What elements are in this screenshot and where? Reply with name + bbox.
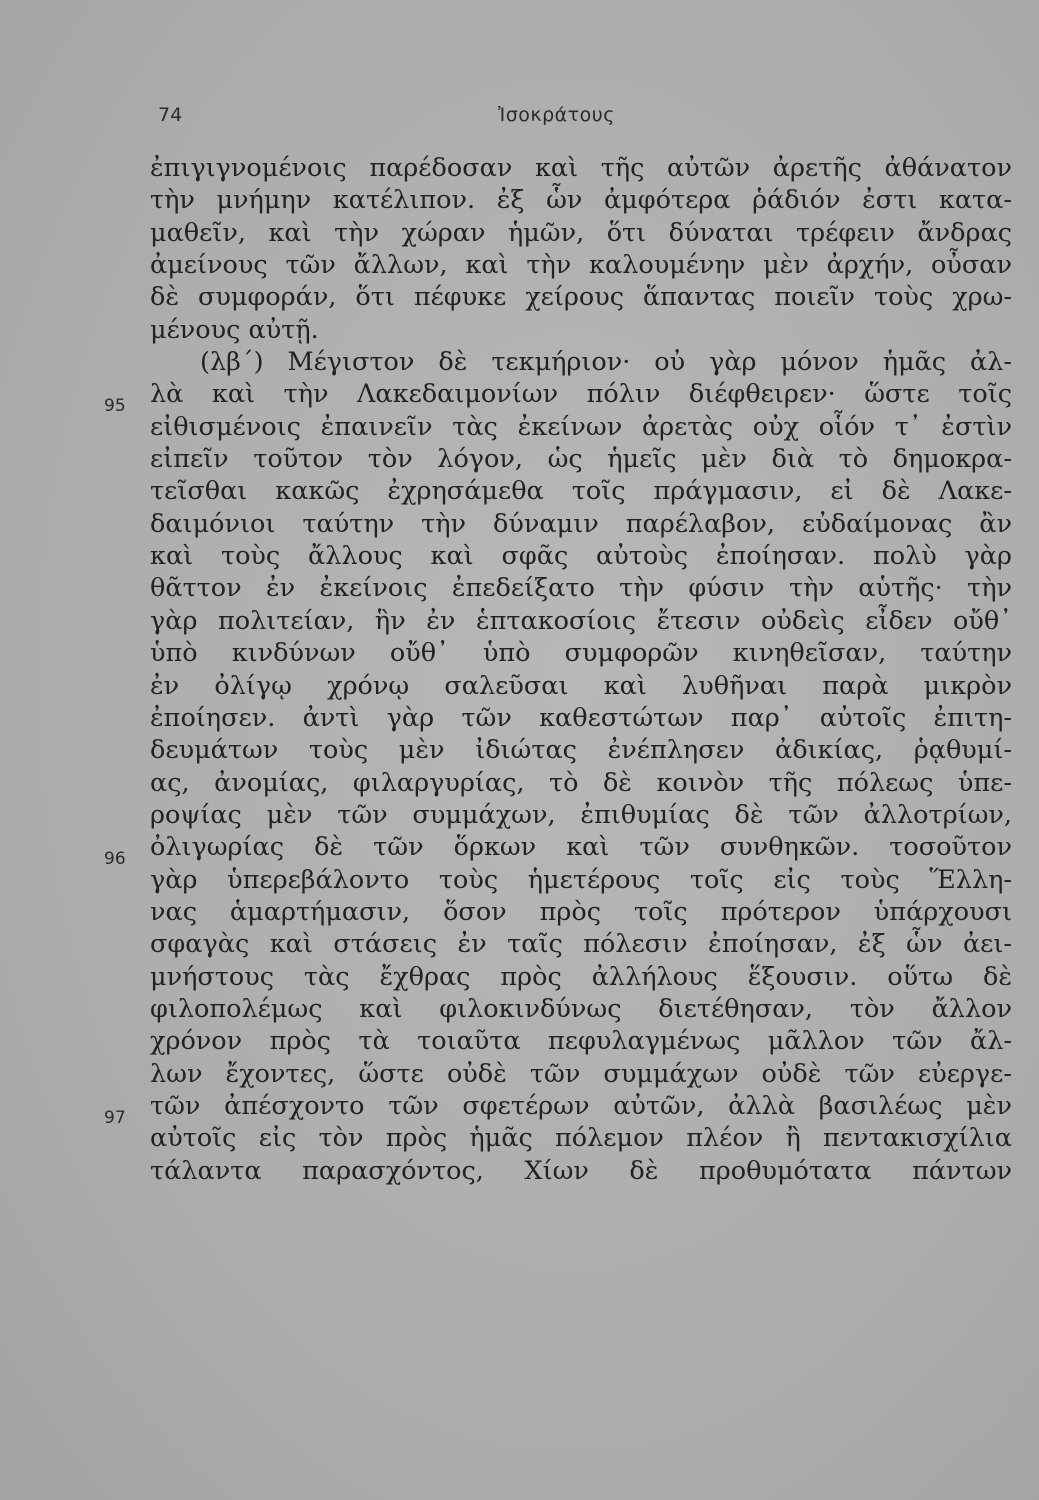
text-line: τεῖσθαι κακῶς ἐχρησάμεθα τοῖς πράγμασιν, εἰ δὲ Λακε- [150,476,1012,507]
running-head: Ἰσοκράτους [498,104,615,126]
text-line: λων ἔχοντες, ὥστε οὐδὲ τῶν συμμάχων οὐδὲ τῶν εὐεργε- [150,1058,1012,1089]
text-line: εἰπεῖν τοῦτον τὸν λόγον, ὡς ἡμεῖς μὲν διὰ τὸ δημοκρα- [150,444,1012,475]
text-line: (λβ΄) Μέγιστον δὲ τεκμήριον· οὐ γὰρ μόνον ἡμᾶς ἀλ- [200,347,1012,378]
text-line: ροψίας μὲν τῶν συμμάχων, ἐπιθυμίας δὲ τῶν ἀλλοτρίων, [150,799,1012,830]
text-line: τάλαντα παρασχόντος, Χίων δὲ προθυμότατα πάντων [150,1155,1012,1186]
text-line: γὰρ πολιτείαν, ἣν ἐν ἑπτακοσίοις ἔτεσιν οὐδεὶς εἶδεν οὔθ᾽ [150,605,1012,636]
text-line: ὀλιγωρίας δὲ τῶν ὅρκων καὶ τῶν συνθηκῶν. τοσοῦτον [150,832,1012,863]
text-line: φιλοπολέμως καὶ φιλοκινδύνως διετέθησαν, τὸν ἄλλον [150,993,1012,1024]
body-text [150,152,1012,1187]
text-line: δευμάτων τοὺς μὲν ἰδιώτας ἐνέπλησεν ἀδικίας, ῥᾳθυμί- [150,735,1012,766]
page-number: 74 [158,104,183,126]
section-number-95: 95 [104,396,126,416]
text-line: εἰθισμένοις ἐπαινεῖν τὰς ἐκείνων ἀρετὰς οὐχ οἷόν τ᾽ ἐστὶν [150,411,1012,442]
text-line: ἐπιγιγνομένοις παρέδοσαν καὶ τῆς αὐτῶν ἀρετῆς ἀθάνατον [150,153,1012,183]
text-line: δαιμόνιοι ταύτην τὴν δύναμιν παρέλαβον, εὐδαίμονας ἂν [150,508,1012,539]
text-line: θᾶττον ἐν ἐκείνοις ἐπεδείξατο τὴν φύσιν τὴν αὑτῆς· τὴν [150,573,1012,604]
text-line: λὰ καὶ τὴν Λακεδαιμονίων πόλιν διέφθειρεν· ὥστε τοῖς [150,379,1012,410]
text-line: χρόνον πρὸς τὰ τοιαῦτα πεφυλαγμένως μᾶλλον τῶν ἄλ- [150,1026,1012,1057]
text-line: ας, ἀνομίας, φιλαργυρίας, τὸ δὲ κοινὸν τῆς πόλεως ὑπε- [150,767,1012,798]
text-line: τῶν ἀπέσχοντο τῶν σφετέρων αὐτῶν, ἀλλὰ βασιλέως μὲν [150,1090,1012,1121]
text-line: ἐν ὀλίγῳ χρόνῳ σαλεῦσαι καὶ λυθῆναι παρὰ μικρὸν [150,670,1012,701]
text-line: μνήστους τὰς ἔχθρας πρὸς ἀλλήλους ἕξουσιν. οὕτω δὲ [150,961,1012,992]
text-line: ἐποίησεν. ἀντὶ γὰρ τῶν καθεστώτων παρ᾽ αὐτοῖς ἐπιτη- [150,702,1012,733]
text-line: τὴν μνήμην κατέλιπον. ἐξ ὧν ἀμφότερα ῥάδιόν ἐστι κατα- [150,185,1012,216]
text-line: αὐτοῖς εἰς τὸν πρὸς ἡμᾶς πόλεμον πλέον ἢ πεντακισχίλια [150,1123,1012,1154]
text-line: γὰρ ὑπερεβάλοντο τοὺς ἡμετέρους τοῖς εἰς τοὺς Ἕλλη- [150,864,1012,895]
text-line: δὲ συμφοράν, ὅτι πέφυκε χείρους ἅπαντας ποιεῖν τοὺς χρω- [150,282,1012,313]
text-line: μένους αὐτῇ. [150,314,319,345]
section-number-97: 97 [104,1108,126,1128]
text-line: νας ἁμαρτήμασιν, ὅσον πρὸς τοῖς πρότερον ὑπάρχουσι [150,896,1012,927]
text-line: ὑπὸ κινδύνων οὔθ᾽ ὑπὸ συμφορῶν κινηθεῖσαν, ταύτην [150,638,1012,669]
text-line: ἀμείνους τῶν ἄλλων, καὶ τὴν καλουμένην μὲν ἀρχήν, οὖσαν [150,250,1012,281]
section-number-96: 96 [104,849,126,869]
text-line: σφαγὰς καὶ στάσεις ἐν ταῖς πόλεσιν ἐποίησαν, ἐξ ὧν ἀει- [150,929,1012,960]
text-line: μαθεῖν, καὶ τὴν χώραν ἡμῶν, ὅτι δύναται τρέφειν ἄνδρας [150,217,1012,248]
text-line: καὶ τοὺς ἄλλους καὶ σφᾶς αὐτοὺς ἐποίησαν. πολὺ γὰρ [150,541,1012,572]
